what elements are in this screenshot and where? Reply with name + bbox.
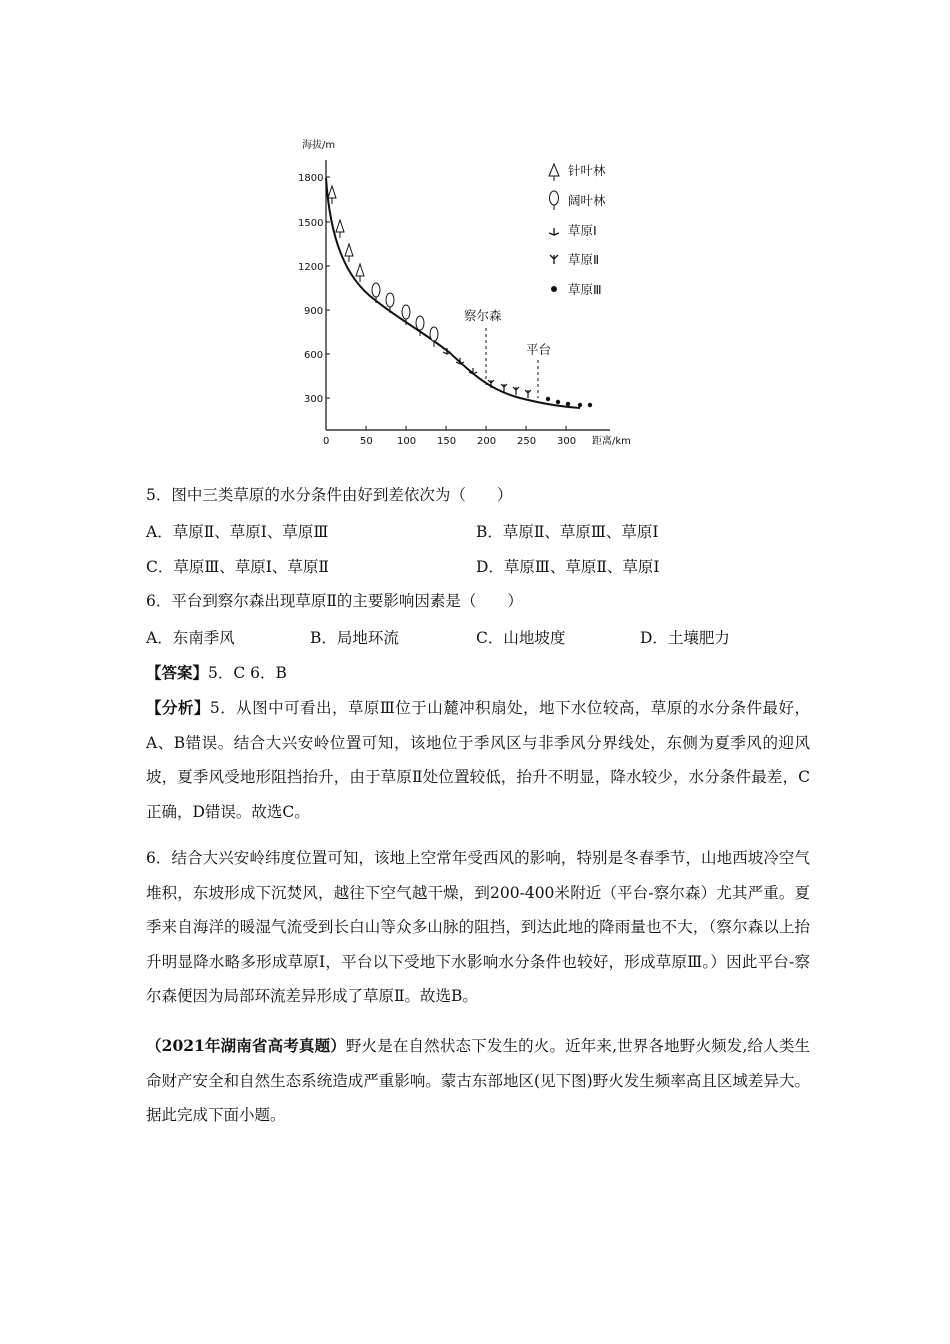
answer-line (146, 662, 287, 684)
q6-option-d[interactable]: D．土壤肥力 (640, 629, 730, 647)
y-ticks (298, 173, 330, 405)
legend-broadleaf-icon (550, 191, 559, 205)
x-axis-label: 距离/km (592, 436, 631, 447)
x-tick-label: 0 (323, 436, 330, 447)
analysis-paragraph-1 (146, 691, 810, 829)
legend-grassland-1-icon (549, 228, 559, 235)
answer-tag: 【答案】 (146, 663, 209, 682)
legend-coniferous-icon (549, 164, 559, 181)
question-source: （2021年湖南省高考真题） (146, 1036, 346, 1055)
x-tick-label: 300 (557, 436, 577, 447)
terrain-profile-line (326, 178, 580, 408)
analysis-text-2: 6．结合大兴安岭纬度位置可知，该地上空常年受西风的影响，特别是冬春季节，山地西坡冷空气堆积，东坡形成下沉焚风，越往下空气越干燥，到200-400米附近（平台-察尔森）尤其严重。夏季来自海洋的暖湿气流受到长白山等众多山脉的阻挡，到达此地的降雨量也不大，（察尔森以上抬升明显降水略多形成草原Ⅰ，平台以下受地下水影响水分条件也较好，形成草原Ⅲ。）因此平台-察尔森便因为局部环流差异形成了草原Ⅱ。故选B。 (146, 849, 810, 1005)
y-tick-label: 600 (304, 350, 324, 361)
legend-grassland-3-icon (551, 286, 557, 292)
chaersen-label: 察尔森 (464, 308, 502, 323)
analysis-paragraph-2 (146, 841, 810, 1014)
q5-option-d[interactable]: D．草原Ⅲ、草原Ⅱ、草原Ⅰ (476, 558, 660, 576)
y-tick-label: 900 (304, 306, 324, 317)
pingtai-label: 平台 (526, 342, 552, 357)
y-tick-label: 1200 (298, 262, 324, 273)
q6-stem: 6．平台到察尔森出现草原Ⅱ的主要影响因素是（ ） (146, 592, 523, 610)
q5-option-c[interactable]: C．草原Ⅲ、草原Ⅰ、草原Ⅱ (146, 558, 329, 576)
answer-text: 5．C 6．B (208, 664, 287, 682)
legend (549, 163, 606, 297)
q5-stem: 5．图中三类草原的水分条件由好到差依次为（ ） (146, 486, 513, 504)
legend-label: 草原Ⅰ (568, 223, 597, 238)
legend-label: 阔叶林 (568, 193, 606, 208)
x-ticks (323, 426, 576, 447)
y-tick-label: 1800 (298, 173, 324, 184)
analysis-text-1: 5．从图中可看出，草原Ⅲ位于山麓冲积扇处，地下水位较高，草原的水分条件最好，A、B错误。结合大兴安岭位置可知，该地位于季风区与非季风分界线处，东侧为夏季风的迎风坡，夏季风受地形阻挡抬升，由于草原Ⅱ处位置较低，抬升不明显，降水较少，水分条件最差，C正确，D错误。故选C。 (146, 699, 810, 821)
coniferous-forest-symbols (328, 186, 364, 282)
y-axis-label: 海拔/m (302, 140, 336, 151)
terrain-profile-figure (290, 128, 650, 453)
y-tick-label: 1500 (298, 218, 324, 229)
q5-option-a[interactable]: A．草原Ⅱ、草原Ⅰ、草原Ⅲ (146, 523, 329, 541)
q6-option-b[interactable]: B．局地环流 (310, 629, 399, 647)
x-tick-label: 200 (477, 436, 497, 447)
x-tick-label: 150 (437, 436, 457, 447)
intro-text: 野火是在自然状态下发生的火。近年来,世界各地野火频发,给人类生命财产安全和自然生态系统造成严重影响。蒙古东部地区(见下图)野火发生频率高且区域差异大。据此完成下面小题。 (146, 1037, 811, 1124)
legend-label: 草原Ⅱ (568, 252, 600, 267)
legend-label: 针叶林 (568, 163, 606, 178)
legend-grassland-2-icon (550, 255, 558, 264)
next-question-intro (146, 1029, 810, 1133)
x-tick-label: 50 (360, 436, 373, 447)
x-tick-label: 100 (397, 436, 417, 447)
q6-option-a[interactable]: A．东南季风 (146, 629, 235, 647)
q5-option-b[interactable]: B．草原Ⅱ、草原Ⅲ、草原Ⅰ (476, 523, 659, 541)
analysis-tag: 【分析】 (146, 698, 210, 717)
y-tick-label: 300 (304, 394, 324, 405)
legend-label: 草原Ⅲ (568, 282, 602, 297)
q6-option-c[interactable]: C．山地坡度 (476, 629, 566, 647)
x-tick-label: 250 (517, 436, 537, 447)
